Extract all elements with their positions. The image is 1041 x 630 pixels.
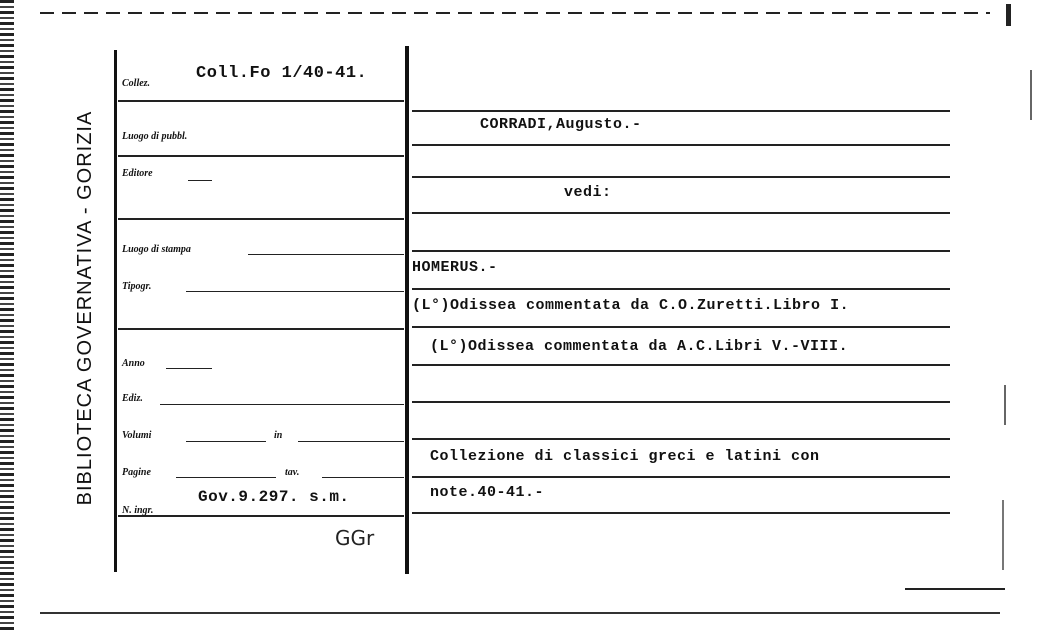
- label-editore: Editore: [122, 168, 153, 179]
- rule: [118, 100, 404, 102]
- scan-edge: [0, 0, 14, 630]
- label-luogo-pubbl: Luogo di pubbl.: [122, 131, 188, 142]
- entry-series-2: note.40-41.-: [430, 484, 545, 501]
- rule: [412, 512, 950, 514]
- field-line: [166, 368, 212, 369]
- label-collocazione: Collez.: [122, 78, 151, 89]
- handwritten-note: GGr: [335, 526, 375, 550]
- entry-subject: HOMERUS.-: [412, 259, 498, 276]
- entry-author: CORRADI,Augusto.-: [480, 116, 642, 133]
- label-pagine: Pagine: [122, 467, 151, 478]
- library-stamp-title: BIBLIOTECA GOVERNATIVA - GORIZIA: [74, 110, 96, 506]
- rule: [118, 155, 404, 157]
- corner-mark: [1006, 4, 1011, 26]
- label-ediz: Ediz.: [122, 393, 143, 404]
- rule: [118, 515, 404, 517]
- rule: [412, 364, 950, 366]
- entry-line-2: (L°)Odissea commentata da A.C.Libri V.-VIII.: [430, 338, 849, 355]
- rule: [412, 176, 950, 178]
- field-line: [176, 477, 276, 478]
- rule: [412, 326, 950, 328]
- value-n-ingr: Gov.9.297. s.m.: [198, 488, 350, 506]
- rule: [118, 328, 404, 330]
- middle-column-line: [405, 46, 409, 574]
- rule: [412, 110, 950, 112]
- left-column-line: [114, 50, 117, 572]
- field-line: [322, 477, 404, 478]
- entry-vedi: vedi:: [564, 184, 612, 201]
- scan-artifact: [1030, 70, 1032, 120]
- value-collocazione: Coll.Fo 1/40-41.: [196, 64, 368, 83]
- scan-artifact: [1004, 385, 1006, 425]
- bottom-border-right: [905, 588, 1005, 590]
- field-line: [186, 291, 404, 292]
- label-anno: Anno: [122, 358, 145, 369]
- rule: [412, 476, 950, 478]
- rule: [412, 438, 950, 440]
- field-line: [248, 254, 404, 255]
- bottom-border: [40, 612, 1000, 614]
- label-luogo-stampa: Luogo di stampa: [122, 244, 191, 255]
- label-volumi: Volumi: [122, 430, 152, 441]
- label-tipogr: Tipogr.: [122, 281, 152, 292]
- rule: [412, 144, 950, 146]
- entry-line-1: (L°)Odissea commentata da C.O.Zuretti.Libro I.: [412, 297, 850, 314]
- rule: [118, 218, 404, 220]
- label-in: in: [274, 430, 283, 441]
- rule: [412, 288, 950, 290]
- top-border: [40, 12, 990, 14]
- rule: [412, 401, 950, 403]
- entry-series-1: Collezione di classici greci e latini con: [430, 448, 820, 465]
- field-line: [188, 180, 212, 181]
- field-line: [186, 441, 266, 442]
- field-line: [160, 404, 404, 405]
- label-tav: tav.: [285, 467, 300, 478]
- field-line: [298, 441, 404, 442]
- scan-artifact: [1002, 500, 1004, 570]
- rule: [412, 250, 950, 252]
- rule: [412, 212, 950, 214]
- label-n-ingr: N. ingr.: [122, 505, 154, 516]
